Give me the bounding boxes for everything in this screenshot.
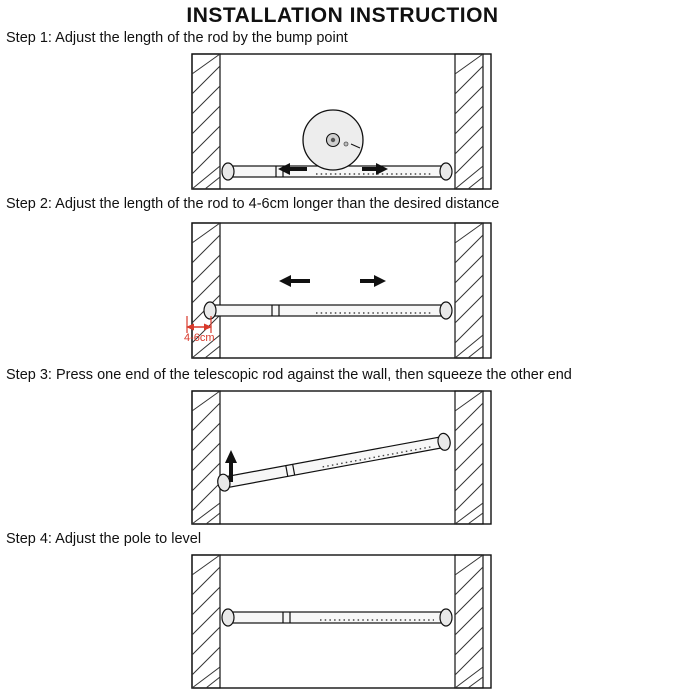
step-4-block — [0, 529, 685, 690]
step-1-figure — [0, 49, 685, 194]
page-title: INSTALLATION INSTRUCTION — [186, 4, 499, 27]
left-arrow — [279, 275, 310, 287]
dimension-label: 4-6cm — [184, 332, 215, 345]
step-2-block — [0, 194, 685, 365]
step-2-figure — [0, 215, 685, 365]
step-1-text: Step 1: Adjust the length of the rod by the bump point — [6, 30, 348, 46]
step-4-text: Step 4: Adjust the pole to level — [6, 531, 202, 548]
step-3-figure — [0, 386, 685, 529]
step-3-block — [0, 365, 685, 529]
right-arrow — [360, 275, 386, 287]
figure-step-3 — [0, 386, 685, 529]
figure-step-1 — [0, 49, 685, 194]
tilted-rod — [216, 432, 451, 492]
step-2-text: Step 2: Adjust the length of the rod to 4-6cm longer than the desired distance — [6, 196, 500, 213]
figure-step-2 — [0, 215, 685, 365]
step-1-block — [0, 28, 685, 194]
figure-step-4 — [0, 550, 685, 690]
step-4-figure — [0, 550, 685, 690]
dimension-marker — [184, 316, 215, 344]
step-3-text: Step 3: Press one end of the telescopic rod against the wall, then squeeze the other end — [6, 367, 572, 384]
